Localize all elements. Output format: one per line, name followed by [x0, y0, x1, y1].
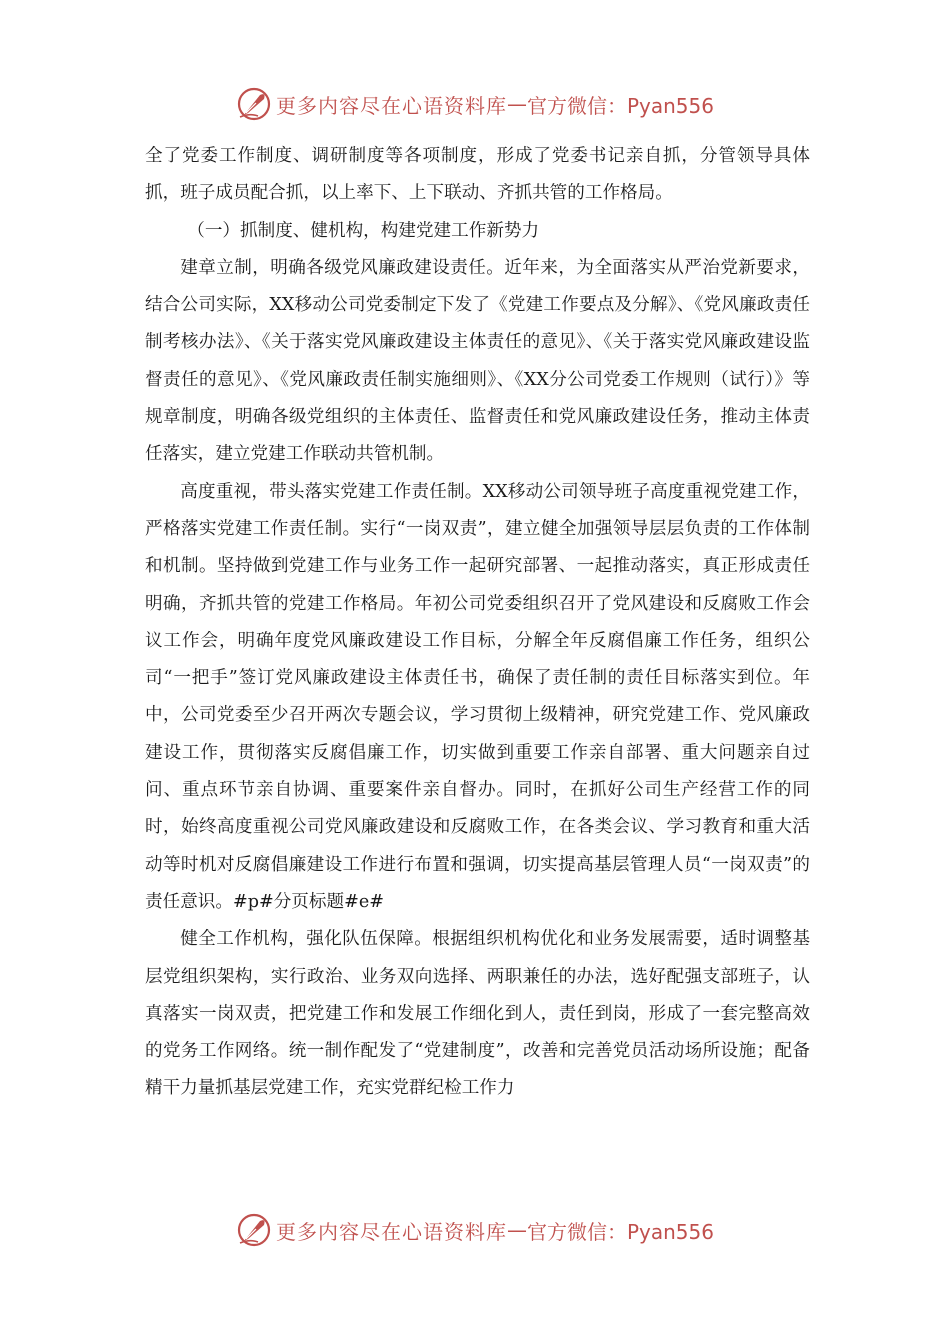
paragraph: 健全工作机构，强化队伍保障。根据组织机构优化和业务发展需要，适时调整基层党组织架构，实行政治、业务双向选择、两职兼任的办法，选好配强支部班子，认真落实一岗双责，把党建工作和发展工作细化到人，责任到岗，形成了一套完整高效的党务工作网络。统一制作配发了“党建制度”，改善和完善党员活动场所设施；配备精干力量抓基层党建工作，充实党群纪检工作力: [145, 929, 810, 1099]
section-heading: （一）抓制度、健机构，构建党建工作新势力: [187, 220, 540, 241]
quill-logo-icon: [236, 1212, 272, 1248]
watermark-wechat: 官方微信：Pyan556: [526, 93, 714, 118]
paragraph-continuation: 全了党委工作制度、调研制度等各项制度，形成了党委书记亲自抓，分管领导具体抓，班子成员配合抓，以上率下、上下联动、齐抓共管的工作格局。: [145, 146, 810, 204]
watermark-brand: 更多内容尽在心语资料库: [275, 1219, 507, 1244]
watermark-brand: 更多内容尽在心语资料库: [275, 93, 507, 118]
paragraph: 建章立制，明确各级党风廉政建设责任。近年来，为全面落实从严治党新要求，结合公司实际，XX移动公司党委制定下发了《党建工作要点及分解》、《党风廉政责任制考核办法》、《关于落实党风廉政建设主体责任的意见》、《关于落实党风廉政建设监督责任的意见》、《党风廉政责任制实施细则》、《XX分公司党委工作规则（试行）》等规章制度，明确各级党组织的主体责任、监督责任和党风廉政建设任务，推动主体责任落实，建立党建工作联动共管机制。: [145, 257, 810, 465]
watermark-banner-bottom: [0, 1208, 950, 1252]
watermark-wechat: 官方微信：Pyan556: [526, 1219, 714, 1244]
paragraph: 高度重视，带头落实党建工作责任制。XX移动公司领导班子高度重视党建工作，严格落实党建工作责任制。实行“一岗双责”，建立健全加强领导层层负责的工作体制和机制。坚持做到党建工作与业务工作一起研究部署、一起推动落实，真正形成责任明确，齐抓共管的党建工作格局。年初公司党委组织召开了党风建设和反腐败工作会议工作会，明确年度党风廉政建设工作目标，分解全年反腐倡廉工作任务，组织公司“一把手”签订党风廉政建设主体责任书，确保了责任制的责任目标落实到位。年中，公司党委至少召开两次专题会议，学习贯彻上级精神，研究党建工作、党风廉政建设工作，贯彻落实反腐倡廉工作，切实做到重要工作亲自部署、重大问题亲自过问、重点环节亲自协调、重要案件亲自督办。同时，在抓好公司生产经营工作的同时，始终高度重视公司党风廉政建设和反腐败工作，在各类会议、学习教育和重大活动等时机对反腐倡廉建设工作进行布置和强调，切实提高基层管理人员“一岗双责”的责任意识。#p#分页标题#e#: [145, 481, 810, 912]
document-body: [145, 138, 810, 1108]
watermark-banner-top: [0, 82, 950, 126]
quill-logo-icon: [236, 86, 272, 122]
watermark-dash: —: [506, 1218, 527, 1242]
watermark-dash: —: [506, 92, 527, 116]
